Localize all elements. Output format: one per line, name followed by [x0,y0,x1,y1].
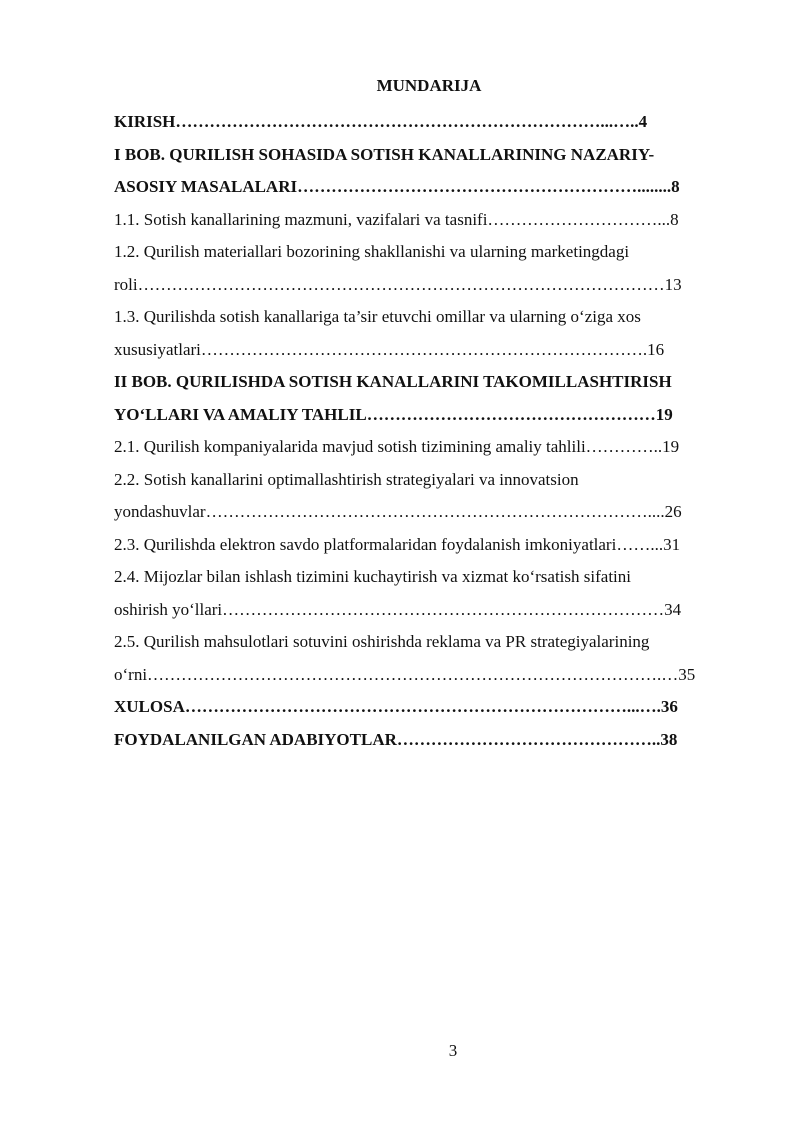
toc-entry: YO‘LLARI VA AMALIY TAHLIL……………………………………………19 [114,404,673,424]
toc-entry: FOYDALANILGAN ADABIYOTLAR………………………………………..38 [114,729,678,749]
toc-entry: 2.1. Qurilish kompaniyalarida mavjud sotish tizimining amaliy tahlili…………..19 [114,437,680,456]
toc-entry: I BOB. QURILISH SOHASIDA SOTISH KANALLARINING NAZARIY- [114,144,655,164]
toc-entry: 2.4. Mijozlar bilan ishlash tizimini kuchaytirish va xizmat ko‘rsatish sifatini [114,567,631,586]
toc-entry: II BOB. QURILISHDA SOTISH KANALLARINI TAKOMILLASHTIRISH [114,372,672,391]
toc-entry: roli…………………………………………………………………………………13 [114,274,682,294]
toc-entry: 1.2. Qurilish materiallari bozorining shakllanishi va ularning marketingdagi [114,242,630,261]
toc-entry: 1.3. Qurilishda sotish kanallariga ta’sir etuvchi omillar va ularning o‘ziga xos [114,307,641,326]
toc-entry: ASOSIY MASALALARI……………………………………………………........8 [114,177,680,196]
toc-entry: 2.5. Qurilish mahsulotlari sotuvini oshirishda reklama va PR strategiyalarining [114,632,650,651]
table-of-contents [114,106,740,756]
toc-entry: KIRISH…………………………………………………………………...…..4 [114,112,648,131]
toc-title: MUNDARIJA [376,76,482,95]
page-number: 3 [448,1041,458,1060]
toc-entry: 2.3. Qurilishda elektron savdo platformalaridan foydalanish imkoniyatlari……...31 [114,534,681,554]
toc-entry: XULOSA……………………………………………………………………...….36 [114,697,678,716]
toc-entry: xususiyatlari…………………………………………………………………….16 [114,339,665,359]
toc-entry: oshirish yo‘llari……………………………………………………………………34 [114,599,682,619]
toc-entry: o‘rni……………………………………………………………………………….…35 [114,664,696,684]
toc-entry: 2.2. Sotish kanallarini optimallashtirish strategiyalari va innovatsion [114,469,579,489]
toc-entry: yondashuvlar……………………………………………………………………....26 [114,502,682,521]
toc-entry: 1.1. Sotish kanallarining mazmuni, vazifalari va tasnifi…………………………...8 [114,209,679,229]
